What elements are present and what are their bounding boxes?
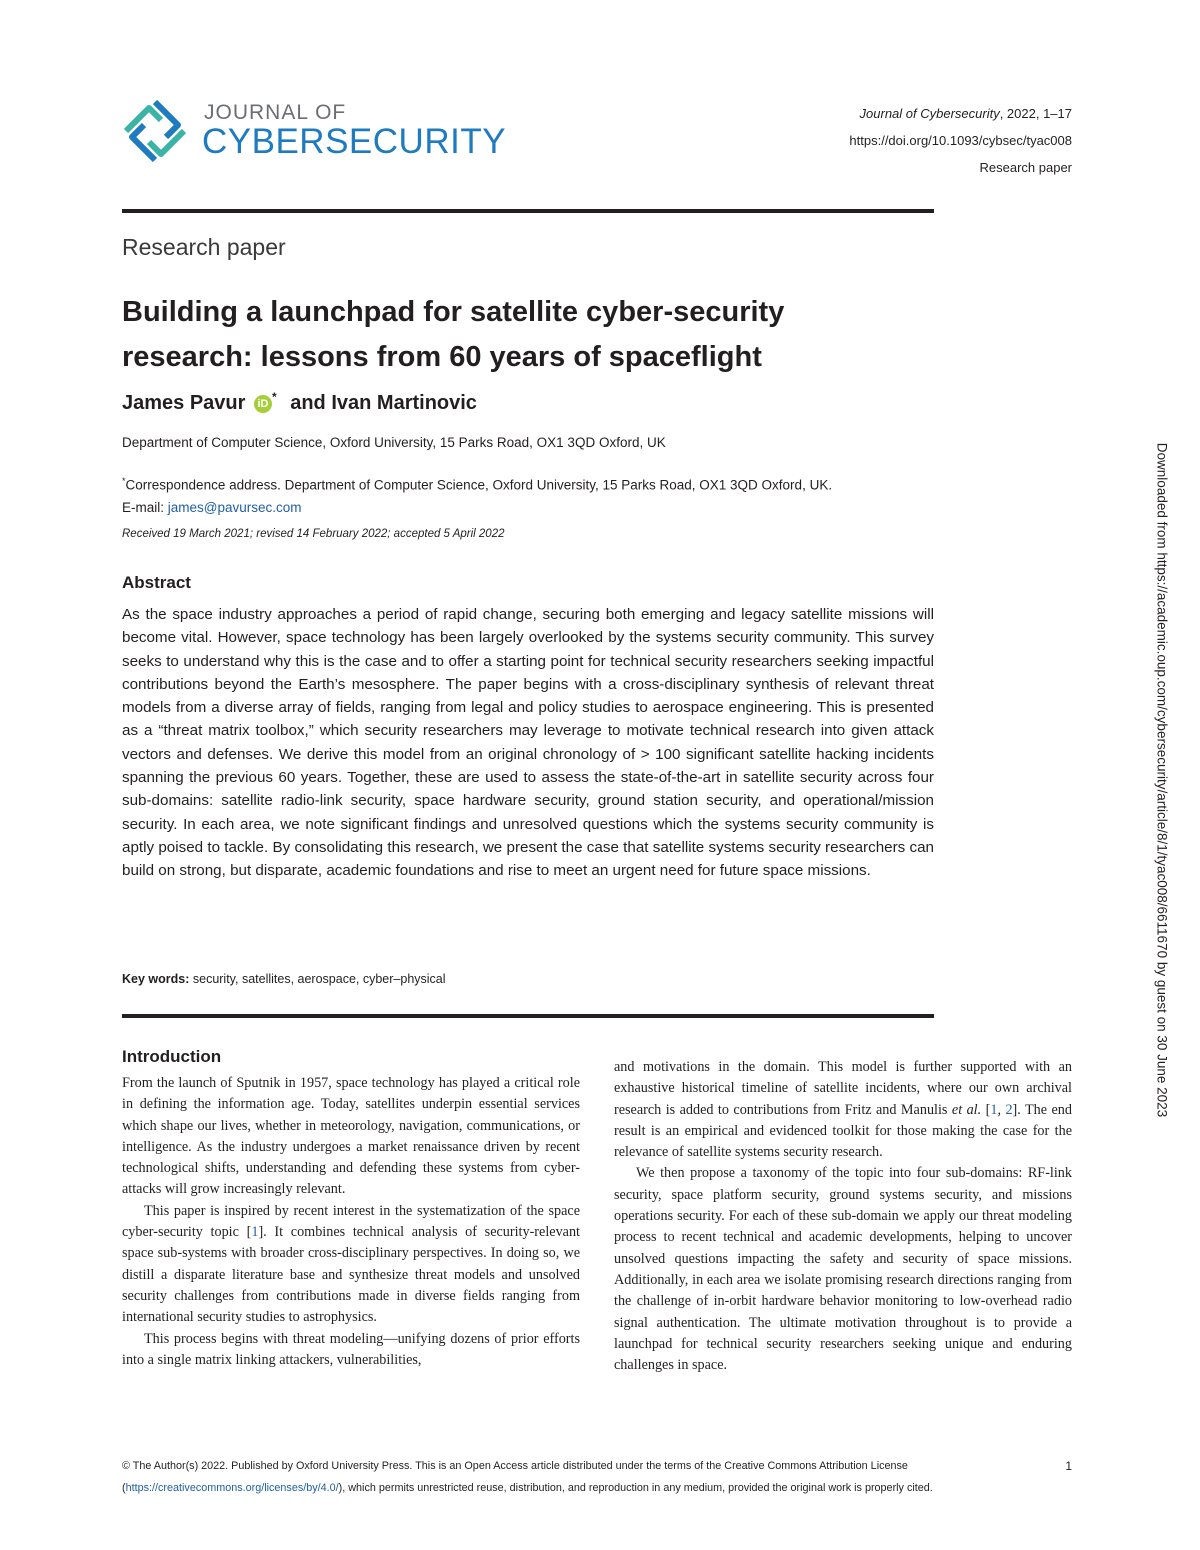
license-paren-open: ( (122, 1482, 126, 1494)
right-column (614, 1057, 1072, 1376)
license-line-1: © The Author(s) 2022. Published by Oxford University Press. This is an Open Access article distributed under the terms of the Creative Commons Attribution License (122, 1460, 908, 1472)
left-column (122, 1046, 580, 1371)
title-line-2: research: lessons from 60 years of spaceflight (122, 341, 762, 373)
abstract-heading: Abstract (122, 573, 191, 592)
citation-ref-1[interactable]: 1 (251, 1224, 259, 1241)
title-line-1: Building a launchpad for satellite cyber-security (122, 296, 785, 328)
intro-paragraph-5: We then propose a taxonomy of the topic into four sub-domains: RF-link security, space platform security, ground systems security, and missions operations security. For each of these sub-domain we apply our threat modeling process to recent technical and academic developments, helping to uncover unsolved questions impacting the safety and security of space missions. Additionally, in each area we isolate promising research directions ranging from the challenge of in-orbit hardware behavior monitoring to low-overhead radio signal authentication. The ultimate motivation throughout is to provide a launchpad for technical security researchers seeking unique and enduring challenges in space. (614, 1165, 1072, 1374)
orcid-icon[interactable]: iD (254, 395, 272, 413)
logo-line-cybersecurity: CYBERSECURITY (202, 122, 507, 161)
license-line-2 (122, 1477, 1072, 1499)
correspondence-mark: * (122, 476, 126, 486)
logo-line-journal: JOURNAL OF (204, 101, 347, 124)
journal-name: Journal of Cybersecurity (859, 106, 1000, 121)
section-label: Research paper (122, 234, 286, 260)
intro-paragraph-4-text-d: ]. The end result is an empirical and evidenced toolkit for those making the case for the relevance of satellite systems security research. (614, 1101, 1072, 1161)
download-note-text: Downloaded from https://academic.oup.com/cybersecurity/article/8/1/tyac008/6611670 by guest on 30 June 2023 (1154, 442, 1170, 1118)
introduction-heading: Introduction (122, 1047, 222, 1066)
paper-title (122, 290, 942, 380)
journal-logo (120, 96, 507, 166)
intro-paragraph-2-text-a: This paper is inspired by recent interest in the systematization of the space cyber-security topic [ (122, 1202, 580, 1241)
et-al: et al. (951, 1101, 982, 1118)
correspondence-address: Correspondence address. Department of Computer Science, Oxford University, 15 Parks Road, OX1 3QD Oxford, UK. (125, 477, 833, 493)
header-divider (122, 209, 934, 213)
author-1: James Pavur (122, 392, 246, 414)
intro-paragraph-4 (614, 1057, 1072, 1163)
citation (849, 100, 1072, 127)
article-meta (849, 100, 1072, 181)
email-label: E-mail: (122, 499, 168, 515)
license-link[interactable]: https://creativecommons.org/licenses/by/4.0/ (125, 1482, 339, 1494)
intro-paragraph-4-text-b: [ (981, 1101, 991, 1118)
corresponding-mark: * (271, 390, 277, 404)
keywords-label: Key words: (122, 972, 190, 986)
download-note (1152, 380, 1172, 1180)
journal-logo-icon (120, 96, 190, 166)
keywords (122, 972, 446, 986)
doi-link[interactable]: https://doi.org/10.1093/cybsec/tyac008 (849, 133, 1072, 148)
page-number: 1 (1065, 1459, 1072, 1473)
license-line-2-text: ), which permits unrestricted reuse, distribution, and reproduction in any medium, provided the original work is properly cited. (338, 1482, 933, 1494)
intro-paragraph-3: This process begins with threat modeling—unifying dozens of prior efforts into a single matrix linking attackers, vulnerabilities, (122, 1330, 580, 1368)
abstract-text: As the space industry approaches a period of rapid change, securing both emerging and legacy satellite missions will become vital. However, space technology has been largely overlooked by the systems security community. This survey seeks to understand why this is the case and to offer a starting point for technical security researchers seeking impactful contributions beyond the Earth’s mesosphere. The paper begins with a cross-disciplinary synthesis of relevant threat models from a diverse array of fields, ranging from legal and policy studies to aerospace engineering. This is presented as a “threat matrix toolbox,” which security researchers may leverage to motivate technical research into given attack vectors and defenses. We derive this model from an original chronology of > 100 significant satellite hacking incidents spanning the previous 60 years. Together, these are used to assess the state-of-the-art in satellite security across four sub-domains: satellite radio-link security, space hardware security, ground station security, and operational/mission security. In each area, we note significant findings and unresolved questions which the systems security community is aptly poised to tackle. By consolidating this research, we present the case that satellite systems security researchers can build on strong, but disparate, academic foundations and rise to meet an urgent need for future space missions. (122, 606, 934, 880)
intro-paragraph-2 (122, 1201, 580, 1329)
author-2: and Ivan Martinovic (290, 392, 477, 414)
keywords-list: security, satellites, aerospace, cyber–physical (189, 972, 446, 986)
intro-paragraph-1: From the launch of Sputnik in 1957, space technology has played a critical role in defining the information age. Today, satellites underpin essential services which shape our lives, whether in meteorology, navigation, communications, or intelligence. As the industry undergoes a market renaissance driven by recent technological shifts, understanding and defending these systems from cyber-attacks will grow increasingly relevant. (122, 1075, 580, 1198)
article-type: Research paper (979, 160, 1072, 175)
citation-ref-1b[interactable]: 1 (990, 1101, 998, 1118)
correspondence (122, 470, 832, 519)
abstract-divider (122, 1014, 934, 1018)
affiliation: Department of Computer Science, Oxford University, 15 Parks Road, OX1 3QD Oxford, UK (122, 435, 666, 450)
license-footer (122, 1455, 1072, 1499)
intro-paragraph-4-text-c: , (997, 1101, 1006, 1118)
received-dates: Received 19 March 2021; revised 14 February 2022; accepted 5 April 2022 (122, 528, 505, 540)
email-link[interactable]: james@pavursec.com (167, 499, 302, 515)
author-list (122, 390, 477, 415)
citation-ref-2[interactable]: 2 (1005, 1101, 1013, 1118)
intro-paragraph-2-text-b: ]. It combines technical analysis of security-relevant space sub-systems with broader cross-disciplinary perspectives. In doing so, we distill a disparate literature base and synthesize threat models and unsolved security challenges from contributions made in diverse fields ranging from international security studies to astrophysics. (122, 1224, 580, 1326)
citation-volume: , 2022, 1–17 (999, 106, 1072, 121)
intro-paragraph-4-text-a: and motivations in the domain. This model is further supported with an exhaustive historical timeline of satellite incidents, where our own archival research is added to contributions from Fritz and Manulis (614, 1059, 1072, 1118)
